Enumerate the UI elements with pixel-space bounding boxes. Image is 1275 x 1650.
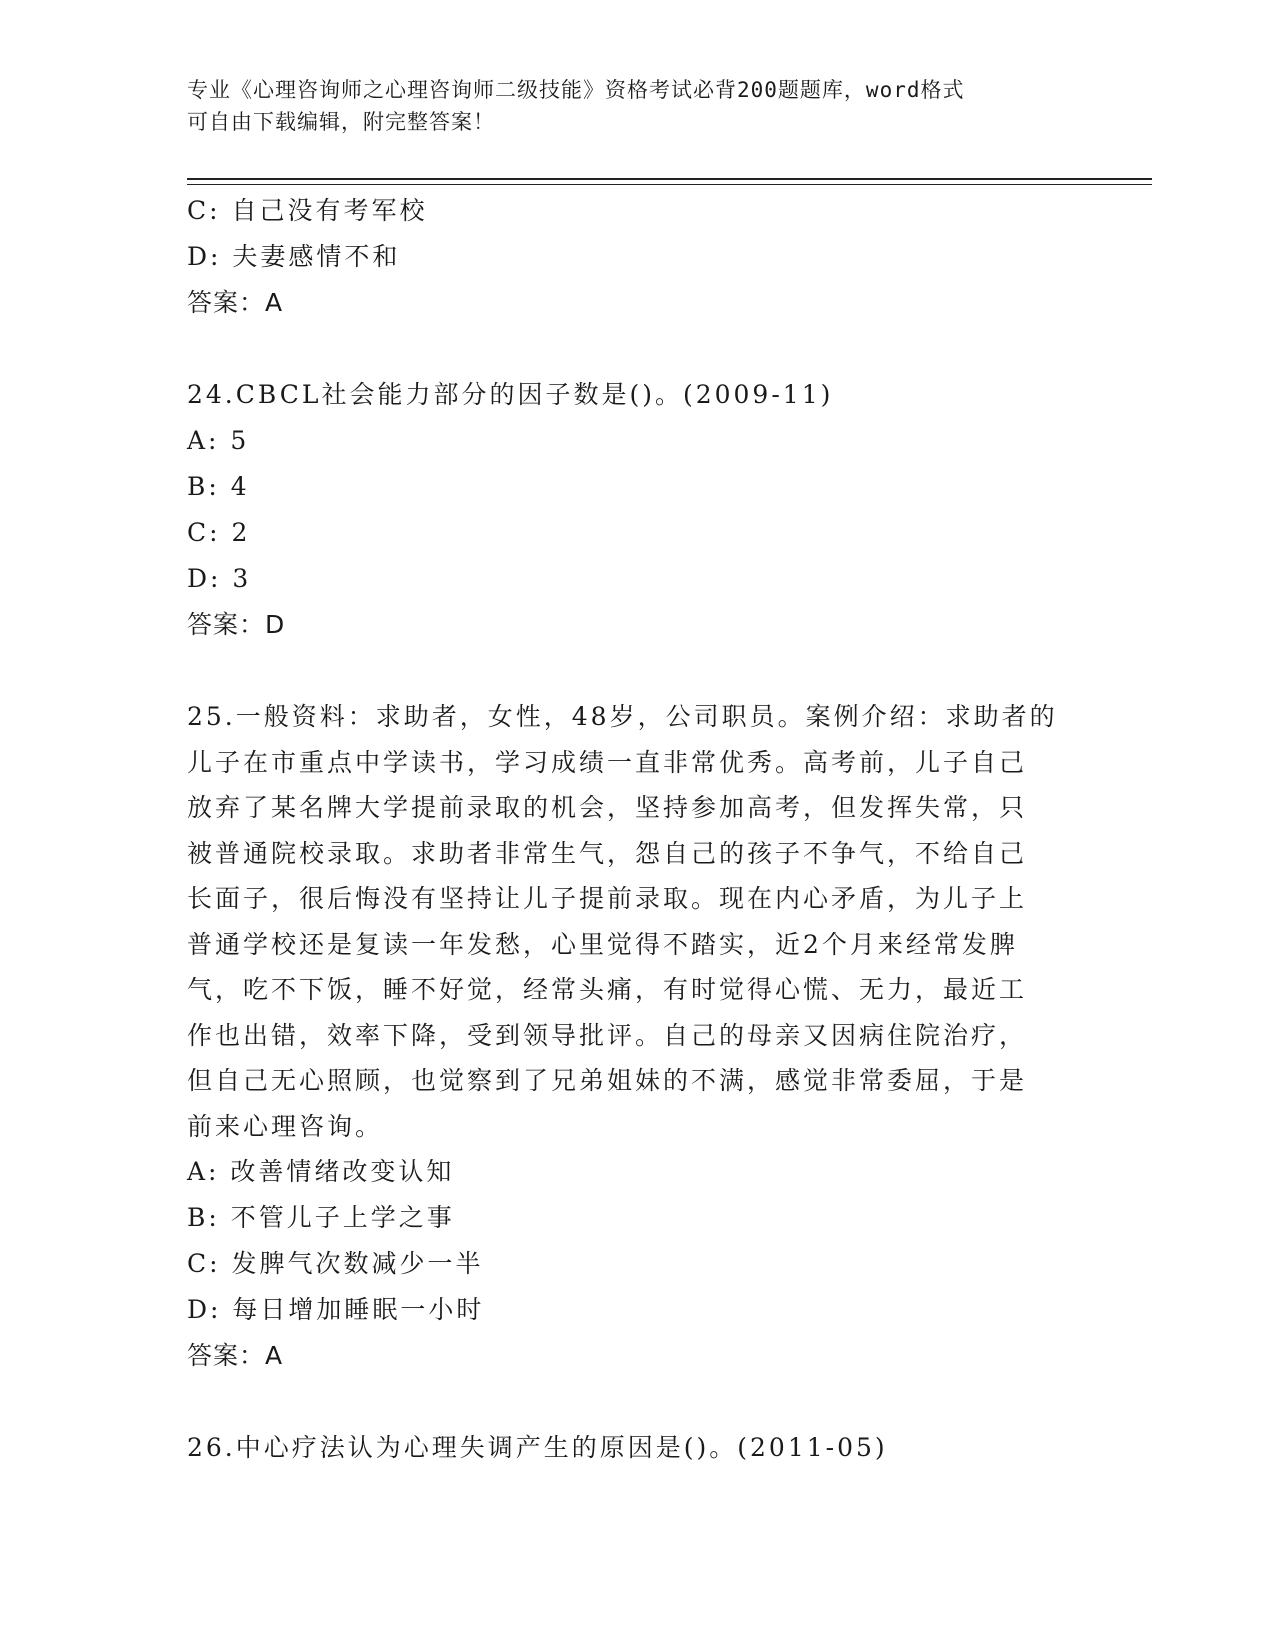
stem-line: 被普通院校录取。求助者非常生气，怨自己的孩子不争气，不给自己 — [187, 838, 1028, 868]
option-a: A: 5 — [187, 426, 250, 455]
question-24-stem: 24.CBCL社会能力部分的因子数是()。(2009-11) — [187, 380, 834, 409]
option-d: D: 3 — [187, 564, 252, 593]
stem-line: 儿子在市重点中学读书，学习成绩一直非常优秀。高考前，儿子自己 — [187, 747, 1028, 777]
stem-line: 作也出错，效率下降，受到领导批评。自己的母亲又因病住院治疗， — [187, 1020, 1028, 1050]
header-line-1: 专业《心理咨询师之心理咨询师二级技能》资格考试必背200题题库，word格式 — [187, 78, 965, 102]
option-d: D: 每日增加睡眠一小时 — [187, 1295, 485, 1324]
stem-line: 但自己无心照顾，也觉察到了兄弟姐妹的不满，感觉非常委屈，于是 — [187, 1066, 1028, 1095]
question-25-stem — [187, 694, 1082, 1149]
question-list — [187, 188, 1087, 1471]
stem-line: 前来心理咨询。 — [187, 1111, 384, 1141]
answer: 答案：A — [187, 288, 284, 317]
header-line-2: 可自由下载编辑，附完整答案！ — [187, 110, 495, 134]
stem-line: 25.一般资料：求助者，女性，48岁，公司职员。案例介绍：求助者的 — [187, 702, 1058, 731]
answer: 答案：A — [187, 1341, 284, 1370]
header-divider — [187, 178, 1152, 180]
option-c: C: 自己没有考军校 — [187, 196, 428, 225]
stem-line: 普通学校还是复读一年发愁，心里觉得不踏实，近2个月来经常发脾 — [187, 929, 1018, 959]
document-header — [187, 74, 1067, 138]
stem-line: 长面子，很后悔没有坚持让儿子提前录取。现在内心矛盾，为儿子上 — [187, 884, 1028, 913]
header-divider-thin — [187, 184, 1152, 185]
stem-line: 气，吃不下饭，睡不好觉，经常头痛，有时觉得心慌、无力，最近工 — [187, 975, 1028, 1004]
answer: 答案：D — [187, 610, 286, 639]
option-a: A: 改善情绪改变认知 — [187, 1157, 455, 1186]
option-d: D: 夫妻感情不和 — [187, 242, 401, 271]
question-26-stem: 26.中心疗法认为心理失调产生的原因是()。(2011-05) — [187, 1433, 888, 1462]
option-b: B: 不管儿子上学之事 — [187, 1203, 455, 1232]
stem-line: 放弃了某名牌大学提前录取的机会，坚持参加高考，但发挥失常，只 — [187, 793, 1028, 822]
option-c: C: 2 — [187, 518, 251, 547]
option-b: B: 4 — [187, 472, 250, 501]
option-c: C: 发脾气次数减少一半 — [187, 1249, 484, 1278]
